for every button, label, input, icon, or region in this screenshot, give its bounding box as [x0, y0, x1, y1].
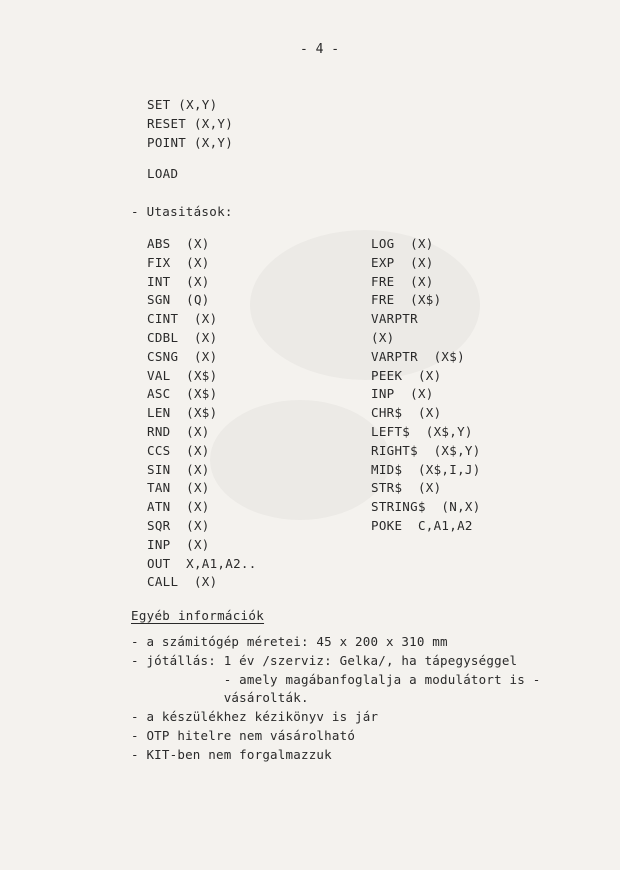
info-line: - jótállás: 1 év /szerviz: Gelka/, ha tápegységgel [131, 652, 518, 668]
right-statement-column [371, 236, 481, 537]
statement-item: INT (X) [147, 273, 210, 289]
statement-item: MID$ (X$,I,J) [371, 461, 481, 477]
statements-heading: - Utasitások: [131, 204, 233, 219]
statement-item: CSNG (X) [147, 348, 218, 364]
statement-item: SGN (Q) [147, 292, 210, 308]
statement-item: CALL (X) [147, 574, 218, 590]
statement-item: CHR$ (X) [371, 405, 442, 421]
info-line: - a számitógép méretei: 45 x 200 x 310 mm [131, 634, 448, 649]
load-command: LOAD [147, 166, 179, 181]
statement-item: SIN (X) [147, 461, 210, 477]
info-line: vásárolták. [131, 690, 309, 706]
other-info-heading-text: Egyéb információk [131, 608, 265, 623]
statement-item: LEFT$ (X$,Y) [371, 423, 473, 439]
statement-item: (X) [371, 329, 395, 345]
statement-item: ABS (X) [147, 236, 210, 251]
statement-item: FIX (X) [147, 254, 210, 270]
statement-item: STR$ (X) [371, 480, 442, 496]
statement-item: PEEK (X) [371, 367, 442, 383]
other-info-heading [131, 610, 264, 623]
statement-item: VARPTR (X$) [371, 348, 465, 364]
statement-item: INP (X) [147, 536, 210, 552]
statement-item: LEN (X$) [147, 405, 218, 421]
page-number: - 4 - [300, 42, 340, 57]
statement-item: FRE (X$) [371, 292, 442, 308]
statement-item: POKE C,A1,A2 [371, 517, 473, 533]
command-line: RESET (X,Y) [147, 115, 234, 131]
statement-item: RND (X) [147, 423, 210, 439]
statement-item: INP (X) [371, 386, 434, 402]
top-commands [147, 97, 233, 153]
statement-item: RIGHT$ (X$,Y) [371, 442, 481, 458]
statement-item: STRING$ (N,X) [371, 499, 481, 515]
info-line: - amely magábanfoglalja a modulátort is - [131, 671, 541, 687]
statement-item: OUT X,A1,A2.. [147, 555, 257, 571]
statement-item: FRE (X) [371, 273, 434, 289]
statement-item: CDBL (X) [147, 329, 218, 345]
info-line: - OTP hitelre nem vásárolható [131, 727, 356, 743]
other-info-list [131, 634, 540, 766]
left-statement-column [147, 236, 257, 593]
statement-item: CINT (X) [147, 311, 218, 327]
info-line: - KIT-ben nem forgalmazzuk [131, 746, 332, 762]
statement-item: VAL (X$) [147, 367, 218, 383]
statement-item: ATN (X) [147, 499, 210, 515]
statement-item: TAN (X) [147, 480, 210, 496]
command-line: SET (X,Y) [147, 97, 218, 112]
statement-item: EXP (X) [371, 254, 434, 270]
info-line: - a készülékhez kézikönyv is jár [131, 709, 379, 725]
command-line: POINT (X,Y) [147, 134, 234, 150]
statement-item: LOG (X) [371, 236, 434, 251]
statement-item: CCS (X) [147, 442, 210, 458]
statement-item: SQR (X) [147, 517, 210, 533]
statement-item: ASC (X$) [147, 386, 218, 402]
statement-item: VARPTR [371, 311, 418, 327]
